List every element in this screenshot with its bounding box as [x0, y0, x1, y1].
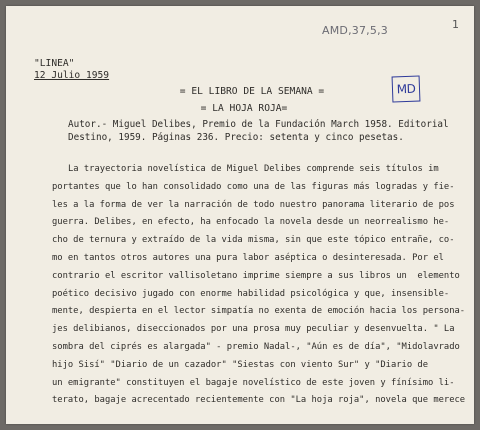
publication-date: 12 Julio 1959: [34, 70, 110, 81]
author-line: Destino, 1959. Páginas 236. Precio: setenta y cinco pesetas.: [68, 132, 404, 143]
body-line: jes delibianos, diseccionados por una prosa muy peculiar y desenvuelta. " La: [52, 324, 455, 335]
body-line: portantes que lo han consolidado como una de las figuras más logradas y fie-: [52, 181, 455, 192]
body-line: cho de ternura y extraído de la vida misma, sin que este tópico entrañe, co-: [52, 235, 455, 246]
body-line: La trayectoria novelística de Miguel Delibes comprende seis títulos im: [68, 164, 439, 174]
body-line: guerra. Delibes, en efecto, ha enfocado la novela desde un neorrealismo he-: [52, 217, 450, 228]
author-info: [68, 118, 468, 144]
body-line: mo en tantos otros autores una pura labor aséptica o desinteresada. Por el: [52, 252, 444, 263]
archive-reference: AMD,37,5,3: [322, 24, 388, 37]
publication-header: [34, 58, 109, 82]
document-page: [6, 6, 474, 424]
body-line: contrario el escritor vallisoletano imprime siempre a sus libros un elemento: [52, 270, 460, 281]
body-line: terato, bagaje acrecentado recientemente con "La hoja roja", novela que merece: [52, 395, 466, 406]
body-line: les a la forma de ver la narración de todo nuestro panorama literario de pos: [52, 199, 455, 210]
body-text: [52, 161, 472, 410]
body-line: hijo Sisí" "Diario de un cazador" "Siestas con viento Sur" y "Diario de: [52, 359, 429, 370]
body-line: poético decisivo jugado con enorme habilidad psicológica y que, insensible-: [52, 288, 450, 299]
publication-name: "LINEA": [34, 58, 75, 69]
book-title: = LA HOJA ROJA=: [200, 103, 288, 114]
section-title: = EL LIBRO DE LA SEMANA =: [179, 86, 325, 97]
md-stamp: MD: [392, 76, 421, 103]
page-number: 1: [452, 18, 459, 31]
body-line: un emigrante" constituyen el bagaje novelístico de este joven y fínísimo li-: [52, 377, 455, 388]
body-line: mente, despierta en el lector simpatía no exenta de emoción hacia los persona-: [52, 306, 466, 317]
body-line: sombra del ciprés es alargada" - premio Nadal-, "Aún es de día", "Midolavrado: [52, 341, 460, 352]
author-line: Autor.- Miguel Delibes, Premio de la Fundación March 1958. Editorial: [68, 119, 449, 130]
